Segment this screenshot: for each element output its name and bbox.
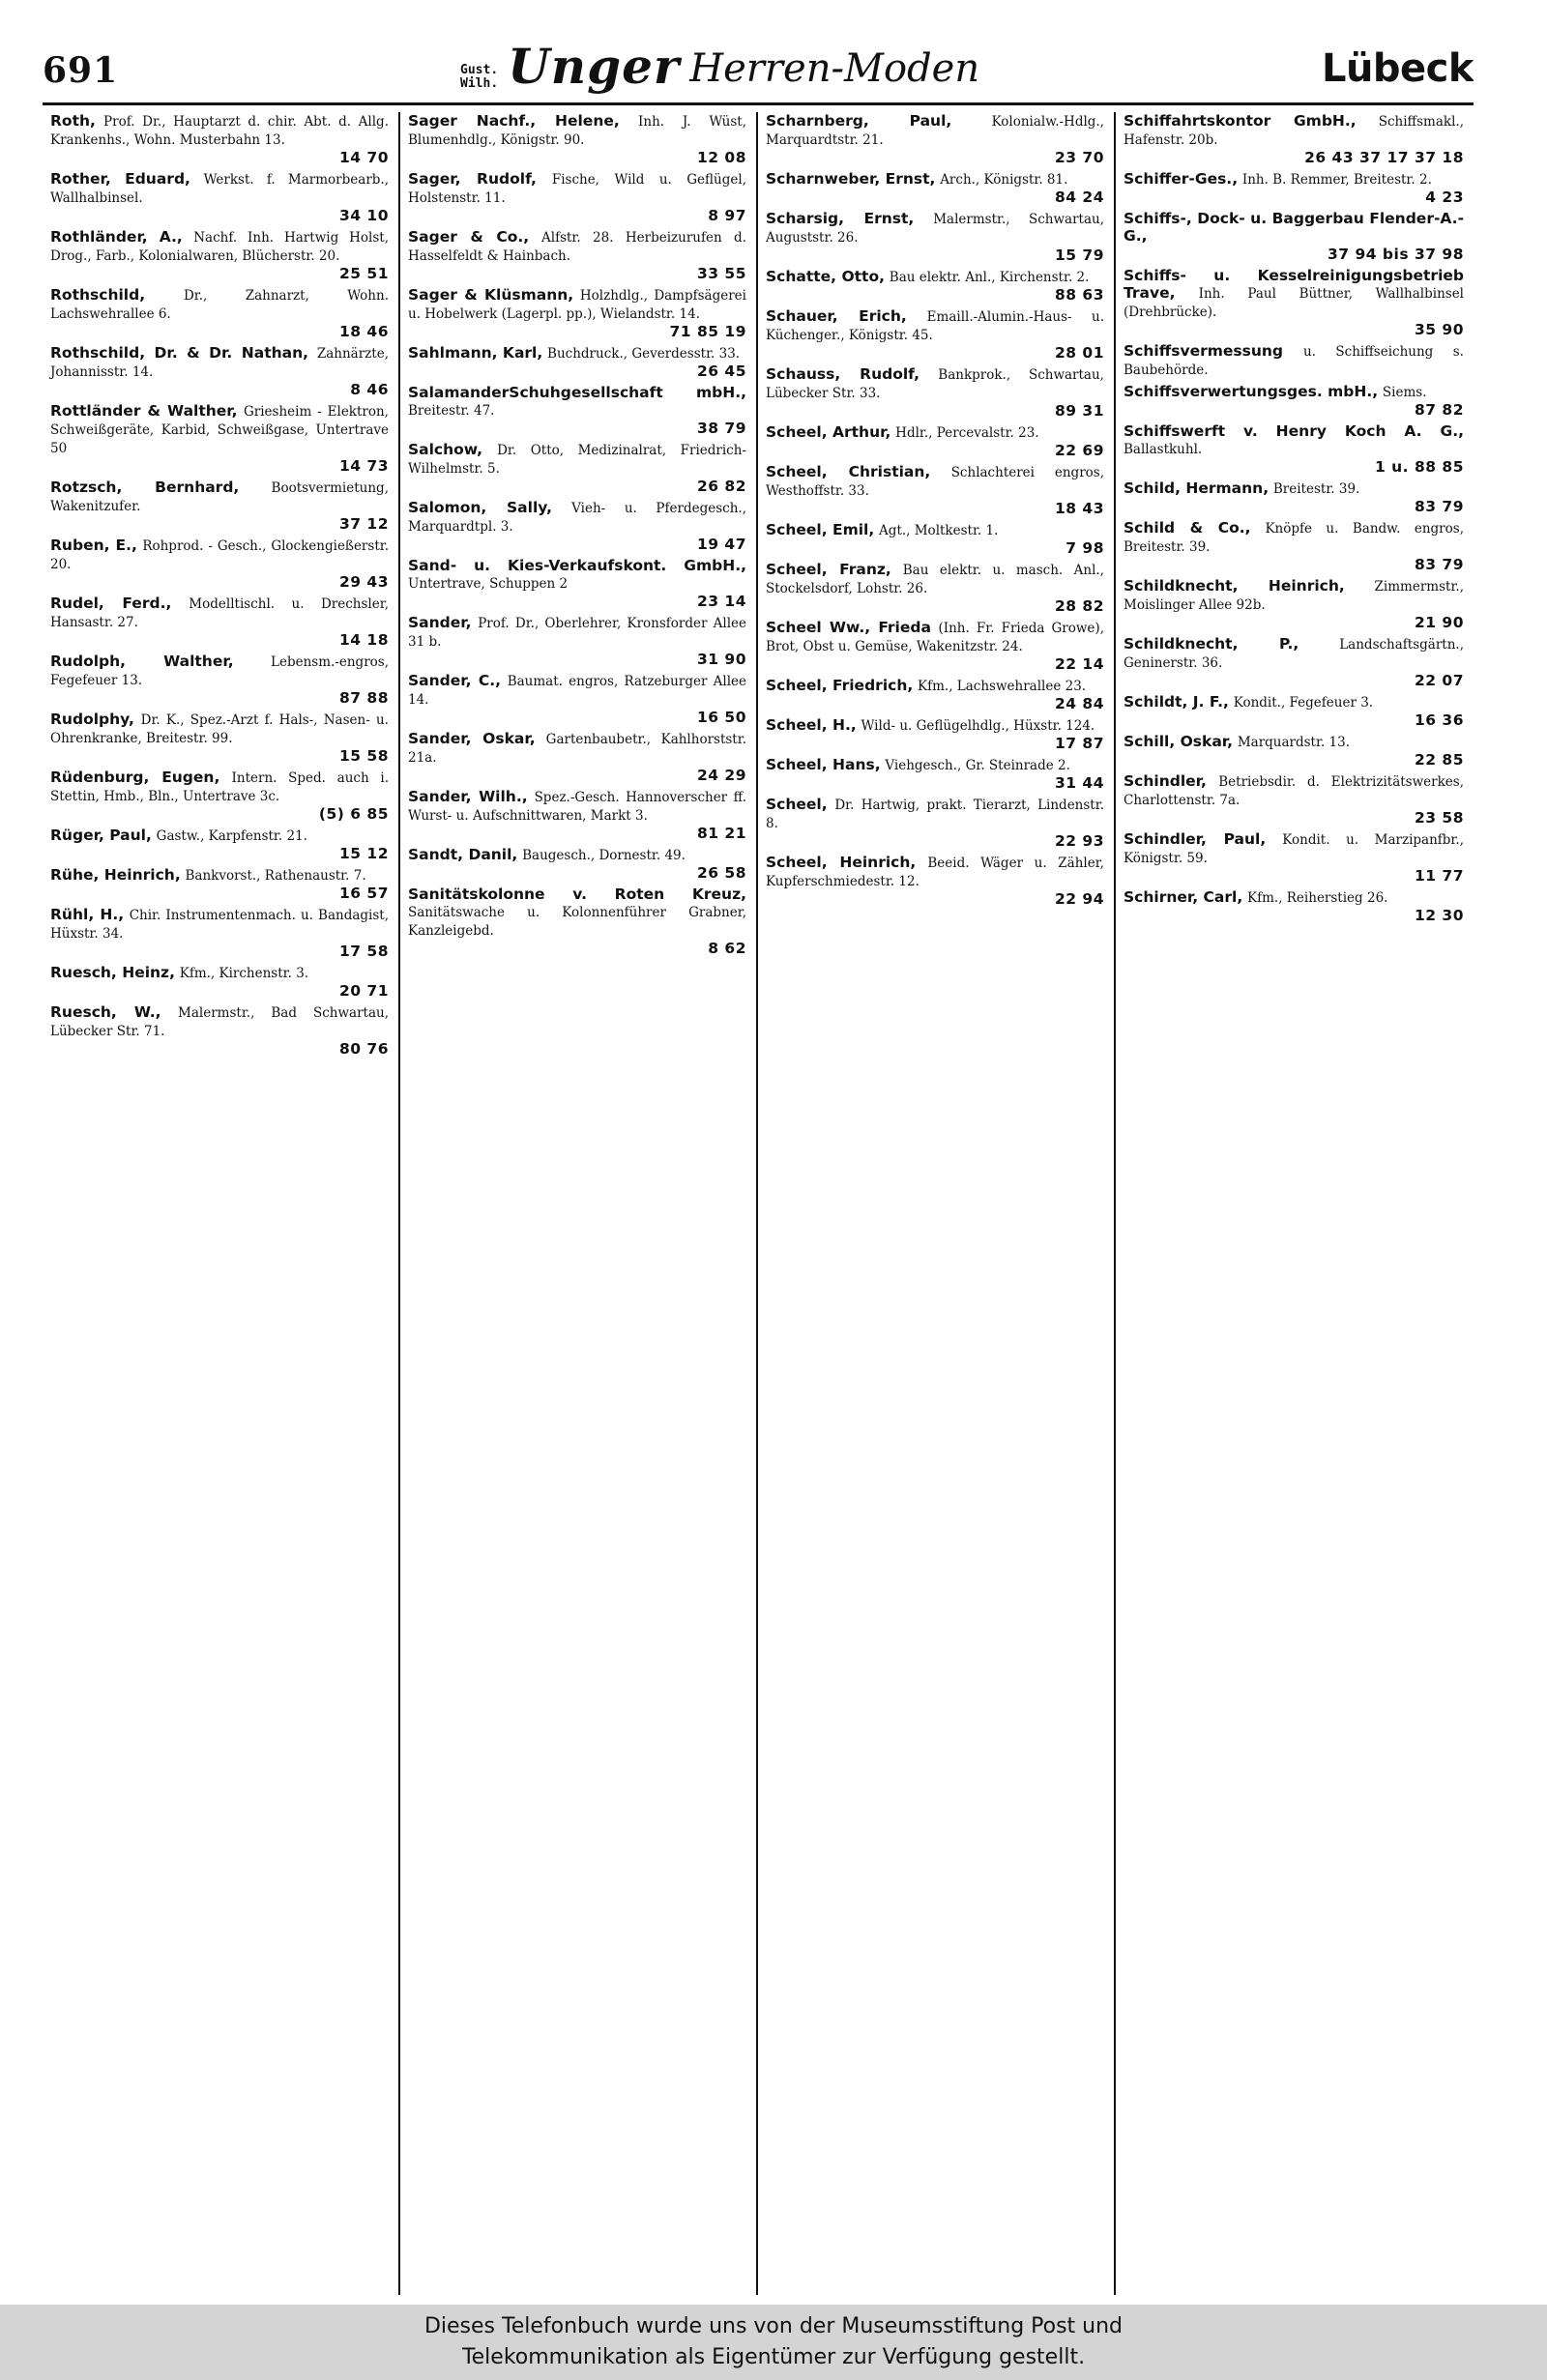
entry-detail: (Inh. Fr. Frieda Growe), Brot, Obst u. Gemüse, Wakenitzstr. 24.	[766, 621, 1104, 654]
entry-detail: Emaill.-Alumin.-Haus- u. Küchenger., Königstr. 45.	[766, 309, 1104, 343]
entry-detail: Bau elektr. Anl., Kirchenstr. 2.	[889, 270, 1090, 285]
directory-entry	[408, 557, 746, 610]
entry-phone-number: 23 70	[1054, 149, 1104, 166]
entry-phone-number: 26 43 37 17 37 18	[1304, 149, 1464, 166]
directory-entry	[50, 906, 389, 960]
entry-phone-number: 25 51	[338, 265, 389, 282]
entry-name: Sager & Klüsmann,	[408, 286, 574, 304]
entry-detail: Nachf. Inh. Hartwig Holst, Drog., Farb., Kolonialwaren, Blücherstr. 20.	[50, 230, 389, 264]
directory-column	[400, 112, 758, 2295]
entry-phone-number: 15 12	[338, 845, 389, 862]
page-header	[43, 35, 1474, 95]
directory-entry	[408, 614, 746, 668]
entry-detail: Inh. B. Remmer, Breitestr. 2.	[1241, 172, 1432, 188]
entry-detail: Intern. Sped. auch i. Stettin, Hmb., Bln., Untertrave 3c.	[50, 770, 389, 804]
entry-name: Ruesch, Heinz,	[50, 964, 175, 981]
directory-entry	[1124, 693, 1464, 729]
entry-name: Sandt, Danil,	[408, 846, 518, 863]
entry-phone-number: 20 71	[338, 982, 389, 1000]
entry-detail: Bau elektr. u. masch. Anl., Stockelsdorf, Lohstr. 26.	[766, 563, 1104, 596]
entry-detail: Chir. Instrumentenmach. u. Bandagist, Hüxstr. 34.	[50, 908, 389, 942]
phonebook-page	[43, 35, 1474, 2297]
entry-detail: Breitestr. 47.	[408, 403, 495, 419]
directory-entry	[408, 112, 746, 166]
directory-entry	[50, 286, 389, 340]
entry-name: Sander, Oskar,	[408, 730, 536, 747]
entry-phone-number: 12 08	[696, 149, 746, 166]
entry-detail: Malermstr., Bad Schwartau, Lübecker Str. 71.	[50, 1005, 389, 1039]
entry-phone-number: 8 97	[708, 207, 746, 224]
directory-entry	[408, 441, 746, 495]
entry-phone-number: 89 31	[1054, 402, 1104, 420]
entry-phone-number: 14 18	[338, 631, 389, 649]
entry-name: Sager, Rudolf,	[408, 170, 537, 188]
entry-detail: Arch., Königstr. 81.	[940, 172, 1068, 188]
directory-entry	[408, 788, 746, 842]
directory-column	[758, 112, 1116, 2295]
directory-entry	[50, 344, 389, 398]
directory-entry	[50, 964, 389, 1000]
directory-entry	[766, 307, 1104, 362]
entry-name: Rothländer, A.,	[50, 228, 183, 246]
entry-name: Rudolph, Walther,	[50, 653, 234, 670]
entry-name: Rudolphy,	[50, 711, 134, 728]
entry-detail: Alfstr. 28. Herbeizurufen d. Hasselfeldt & Hainbach.	[408, 230, 746, 264]
entry-phone-number: 14 73	[338, 457, 389, 475]
entry-detail: Dr. K., Spez.-Arzt f. Hals-, Nasen- u. Ohrenkranke, Breitestr. 99.	[50, 712, 389, 746]
entry-phone-number: 8 62	[708, 940, 746, 957]
entry-phone-number: 81 21	[696, 825, 746, 842]
footer-line-2: Telekommunikation als Eigentümer zur Verfügung gestellt.	[461, 2345, 1086, 2369]
directory-entry	[1124, 170, 1464, 206]
directory-entry	[50, 537, 389, 591]
entry-detail: Bankvorst., Rathenaustr. 7.	[185, 868, 366, 884]
entry-detail: Kfm., Kirchenstr. 3.	[179, 966, 309, 981]
directory-entry	[1124, 422, 1464, 476]
entry-detail: Wild- u. Geflügelhdlg., Hüxstr. 124.	[861, 718, 1095, 734]
entry-name: Rudel, Ferd.,	[50, 595, 172, 612]
directory-entry	[766, 756, 1104, 792]
entry-detail: Griesheim - Elektron, Schweißgeräte, Karbid, Schweißgase, Untertrave 50	[50, 404, 389, 456]
header-divider	[43, 102, 1474, 105]
entry-phone-number: 24 29	[696, 767, 746, 784]
entry-phone-number: 17 87	[1054, 735, 1104, 752]
entry-name: Rühe, Heinrich,	[50, 866, 181, 884]
directory-entry	[50, 170, 389, 224]
directory-entry	[766, 854, 1104, 908]
directory-entry	[50, 769, 389, 823]
entry-phone-number: 37 94 bis 37 98	[1328, 246, 1464, 263]
entry-detail: u. Schiffseichung s. Baubehörde.	[1124, 344, 1464, 378]
entry-detail: Lebensm.-engros, Fegefeuer 13.	[50, 654, 389, 688]
entry-phone-number: (5) 6 85	[318, 805, 389, 823]
entry-phone-number: 16 36	[1414, 711, 1464, 729]
entry-detail: Zahnärzte, Johannisstr. 14.	[50, 346, 389, 380]
entry-phone-number: 31 44	[1054, 774, 1104, 792]
entry-phone-number: 71 85 19	[669, 323, 746, 340]
entry-name: Rothschild, Dr. & Dr. Nathan,	[50, 344, 309, 362]
entry-phone-number: 80 76	[338, 1040, 389, 1058]
banner-subtitle: Herren-Moden	[689, 46, 980, 91]
directory-entry	[408, 672, 746, 726]
entry-detail: Kolonialw.-Hdlg., Marquardtstr. 21.	[766, 114, 1104, 148]
entry-name: Scheel, Arthur,	[766, 423, 891, 441]
entry-phone-number: 16 50	[696, 709, 746, 726]
directory-entry	[50, 479, 389, 533]
entry-detail: Malermstr., Schwartau, Auguststr. 26.	[766, 212, 1104, 246]
entry-phone-number: 11 77	[1414, 867, 1464, 885]
entry-phone-number: 83 79	[1414, 498, 1464, 515]
advertisement-banner	[460, 38, 980, 95]
entry-detail: Dr. Otto, Medizinalrat, Friedrich-Wilhelmstr. 5.	[408, 443, 746, 477]
entry-phone-number: 23 14	[696, 593, 746, 610]
entry-phone-number: 84 24	[1054, 189, 1104, 206]
directory-entry	[408, 885, 746, 957]
entry-phone-number: 7 98	[1065, 539, 1104, 557]
entry-name: Scheel Ww., Frieda	[766, 619, 931, 636]
directory-entry	[766, 268, 1104, 304]
entry-phone-number: 16 57	[338, 885, 389, 902]
directory-entry	[1124, 342, 1464, 379]
entry-detail: Prof. Dr., Oberlehrer, Kronsforder Allee 31 b.	[408, 616, 746, 650]
entry-detail: Ballastkuhl.	[1124, 442, 1203, 457]
entry-name: Scheel,	[766, 796, 828, 813]
entry-phone-number: 1 u. 88 85	[1374, 458, 1464, 476]
entry-phone-number: 21 90	[1414, 614, 1464, 631]
entry-phone-number: 35 90	[1414, 321, 1464, 338]
entry-detail: Gastw., Karpfenstr. 21.	[156, 828, 307, 844]
entry-name: Rüger, Paul,	[50, 827, 152, 844]
entry-phone-number: 22 07	[1414, 672, 1464, 689]
entry-name: Schiffsvermessung	[1124, 342, 1284, 360]
city-name: Lübeck	[1321, 46, 1474, 91]
entry-name: Rüdenburg, Eugen,	[50, 769, 220, 786]
directory-entry	[50, 653, 389, 707]
banner-small-top: Gust.	[460, 63, 499, 77]
entry-name: Rühl, H.,	[50, 906, 125, 923]
entry-name: Scheel, Friedrich,	[766, 677, 914, 694]
entry-detail: Kondit. u. Marzipanfbr., Königstr. 59.	[1124, 832, 1464, 866]
entry-phone-number: 28 01	[1054, 344, 1104, 362]
directory-entry	[408, 170, 746, 224]
banner-initials	[460, 64, 498, 91]
entry-detail: Hdlr., Percevalstr. 23.	[895, 425, 1039, 441]
directory-columns	[43, 112, 1474, 2295]
entry-detail: Kfm., Lachswehrallee 23.	[918, 679, 1087, 694]
entry-name: Scharnberg, Paul,	[766, 112, 952, 130]
page-number: 691	[43, 50, 119, 91]
directory-entry	[766, 423, 1104, 459]
entry-phone-number: 83 79	[1414, 556, 1464, 573]
directory-column	[43, 112, 400, 2295]
entry-detail: Inh. Paul Büttner, Wallhalbinsel (Drehbrücke).	[1124, 286, 1464, 320]
directory-entry	[50, 112, 389, 166]
entry-phone-number: 87 88	[338, 689, 389, 707]
directory-entry	[50, 402, 389, 475]
entry-detail: Holzhdlg., Dampfsägerei u. Hobelwerk (Lagerpl. pp.), Wielandstr. 14.	[408, 288, 746, 322]
banner-brand: Unger	[508, 38, 681, 95]
entry-detail: Rohprod. - Gesch., Glockengießerstr. 20.	[50, 538, 390, 572]
directory-entry	[766, 677, 1104, 712]
entry-phone-number: 34 10	[338, 207, 389, 224]
entry-name: Schildknecht, P.,	[1124, 635, 1299, 653]
entry-name: Sager Nachf., Helene,	[408, 112, 620, 130]
entry-detail: Knöpfe u. Bandw. engros, Breitestr. 39.	[1124, 521, 1464, 555]
entry-name: Schiffswerft v. Henry Koch A. G.,	[1124, 422, 1464, 440]
directory-entry	[1124, 577, 1464, 631]
entry-phone-number: 19 47	[696, 536, 746, 553]
entry-detail: Beeid. Wäger u. Zähler, Kupferschmiedestr. 12.	[766, 856, 1104, 889]
entry-name: Ruesch, W.,	[50, 1003, 161, 1021]
entry-name: Salchow,	[408, 441, 483, 458]
entry-name: Schild, Hermann,	[1124, 479, 1270, 497]
entry-name: Scheel, H.,	[766, 716, 857, 734]
entry-name: Rother, Eduard,	[50, 170, 190, 188]
entry-detail: Werkst. f. Marmorbearb., Wallhalbinsel.	[50, 172, 389, 206]
directory-entry	[408, 499, 746, 553]
directory-column	[1116, 112, 1474, 2295]
entry-name: Schiffahrtskontor GmbH.,	[1124, 112, 1357, 130]
entry-name: Sander, C.,	[408, 672, 501, 689]
entry-phone-number: 37 12	[338, 515, 389, 533]
entry-detail: Agt., Moltkestr. 1.	[879, 523, 999, 538]
entry-phone-number: 87 82	[1414, 401, 1464, 419]
entry-name: Schill, Oskar,	[1124, 733, 1234, 750]
entry-phone-number: 12 30	[1414, 907, 1464, 924]
directory-entry	[50, 711, 389, 765]
entry-name: Scheel, Hans,	[766, 756, 881, 773]
directory-entry	[766, 521, 1104, 557]
entry-phone-number: 31 90	[696, 651, 746, 668]
entry-phone-number: 24 84	[1054, 695, 1104, 712]
entry-name: Schauss, Rudolf,	[766, 365, 919, 383]
entry-detail: Fische, Wild u. Geflügel, Holstenstr. 11.	[408, 172, 746, 206]
entry-phone-number: 22 14	[1054, 655, 1104, 673]
entry-name: Rottländer & Walther,	[50, 402, 238, 420]
entry-name: Schild & Co.,	[1124, 519, 1251, 537]
entry-name: Ruben, E.,	[50, 537, 137, 554]
directory-entry	[766, 210, 1104, 264]
directory-entry	[766, 716, 1104, 752]
directory-entry	[766, 112, 1104, 166]
directory-entry	[50, 866, 389, 902]
directory-entry	[50, 595, 389, 649]
footer-note	[0, 2305, 1547, 2380]
directory-entry	[1124, 519, 1464, 573]
entry-phone-number: 22 85	[1414, 751, 1464, 769]
directory-entry	[1124, 267, 1464, 338]
directory-entry	[1124, 772, 1464, 827]
footer-line-1: Dieses Telefonbuch wurde uns von der Museumsstiftung Post und	[423, 2314, 1124, 2338]
entry-detail: Zimmermstr., Moislinger Allee 92b.	[1124, 579, 1464, 613]
entry-phone-number: 17 58	[338, 943, 389, 960]
entry-detail: Inh. J. Wüst, Blumenhdlg., Königstr. 90.	[408, 114, 746, 148]
directory-entry	[50, 228, 389, 282]
entry-phone-number: 26 58	[696, 864, 746, 882]
entry-detail: Baumat. engros, Ratzeburger Allee 14.	[408, 674, 746, 708]
entry-phone-number: 26 45	[696, 363, 746, 380]
entry-detail: Dr., Zahnarzt, Wohn. Lachswehrallee 6.	[50, 288, 389, 322]
entry-name: Schiffer-Ges.,	[1124, 170, 1239, 188]
entry-name: Schiffs- u. Kesselreinigungsbetrieb Trave,	[1124, 267, 1464, 302]
entry-phone-number: 29 43	[338, 573, 389, 591]
entry-detail: Landschaftsgärtn., Geninerstr. 36.	[1124, 637, 1464, 671]
entry-name: Schiffsverwertungsges. mbH.,	[1124, 383, 1379, 400]
entry-phone-number: 26 82	[696, 478, 746, 495]
entry-name: Sager & Co.,	[408, 228, 530, 246]
entry-detail: Marquardstr. 13.	[1237, 735, 1351, 750]
directory-entry	[1124, 635, 1464, 689]
entry-name: Rotzsch, Bernhard,	[50, 479, 240, 496]
entry-detail: Schiffsmakl., Hafenstr. 20b.	[1124, 114, 1464, 148]
directory-entry	[408, 730, 746, 784]
directory-entry	[408, 286, 746, 340]
entry-name: Sander,	[408, 614, 472, 631]
directory-entry	[408, 384, 746, 437]
entry-detail: Kondit., Fegefeuer 3.	[1233, 695, 1374, 711]
entry-name: Sanitätskolonne v. Roten Kreuz,	[408, 885, 746, 903]
entry-phone-number: 33 55	[696, 265, 746, 282]
entry-name: Schatte, Otto,	[766, 268, 885, 285]
entry-name: Sand- u. Kies-Verkaufskont. GmbH.,	[408, 557, 746, 574]
directory-entry	[1124, 733, 1464, 769]
entry-name: SalamanderSchuhgesellschaft mbH.,	[408, 384, 746, 401]
directory-entry	[1124, 112, 1464, 166]
entry-detail: Untertrave, Schuppen 2	[408, 576, 569, 592]
entry-phone-number: 28 82	[1054, 597, 1104, 615]
directory-entry	[1124, 383, 1464, 419]
entry-name: Schindler, Paul,	[1124, 830, 1267, 848]
entry-phone-number: 15 58	[338, 747, 389, 765]
entry-name: Scheel, Christian,	[766, 463, 931, 480]
entry-detail: Siems.	[1382, 385, 1427, 400]
entry-detail: Betriebsdir. d. Elektrizitätswerkes, Charlottenstr. 7a.	[1124, 774, 1464, 808]
entry-detail: Prof. Dr., Hauptarzt d. chir. Abt. d. Allg. Krankenhs., Wohn. Musterbahn 13.	[50, 114, 389, 148]
entry-detail: Kfm., Reiherstieg 26.	[1247, 890, 1388, 906]
entry-detail: Viehgesch., Gr. Steinrade 2.	[885, 758, 1070, 773]
entry-phone-number: 8 46	[350, 381, 389, 398]
entry-name: Schirner, Carl,	[1124, 888, 1243, 906]
directory-entry	[408, 344, 746, 380]
directory-entry	[766, 170, 1104, 206]
entry-detail: Buchdruck., Geverdesstr. 33.	[547, 346, 741, 362]
entry-phone-number: 22 94	[1054, 890, 1104, 908]
directory-entry	[408, 228, 746, 282]
entry-name: Scheel, Emil,	[766, 521, 875, 538]
entry-detail: Gartenbaubetr., Kahlhorststr. 21a.	[408, 732, 746, 766]
entry-detail: Bootsvermietung, Wakenitzufer.	[50, 480, 389, 514]
directory-entry	[766, 561, 1104, 615]
entry-name: Sander, Wilh.,	[408, 788, 528, 805]
directory-entry	[50, 1003, 389, 1058]
entry-phone-number: 18 46	[338, 323, 389, 340]
entry-detail: Vieh- u. Pferdegesch., Marquardtpl. 3.	[408, 501, 746, 535]
entry-detail: Schlachterei engros, Westhoffstr. 33.	[766, 465, 1104, 499]
directory-entry	[1124, 479, 1464, 515]
directory-entry	[766, 365, 1104, 420]
entry-detail: Modelltischl. u. Drechsler, Hansastr. 27.	[50, 596, 389, 630]
entry-detail: Baugesch., Dornestr. 49.	[522, 848, 686, 863]
entry-name: Rothschild,	[50, 286, 146, 304]
directory-entry	[50, 827, 389, 862]
entry-name: Sahlmann, Karl,	[408, 344, 543, 362]
entry-name: Schildknecht, Heinrich,	[1124, 577, 1345, 595]
entry-name: Schiffs-, Dock- u. Baggerbau Flender-A.-G.,	[1124, 210, 1464, 245]
directory-entry	[1124, 210, 1464, 263]
entry-detail: Sanitätswache u. Kolonnenführer Grabner, Kanzleigebd.	[408, 905, 746, 939]
entry-phone-number: 23 58	[1414, 809, 1464, 827]
directory-entry	[766, 796, 1104, 850]
directory-entry	[1124, 888, 1464, 924]
entry-name: Scheel, Franz,	[766, 561, 891, 578]
entry-detail: Bankprok., Schwartau, Lübecker Str. 33.	[766, 367, 1104, 401]
entry-name: Scheel, Heinrich,	[766, 854, 917, 871]
directory-entry	[766, 463, 1104, 517]
entry-name: Schauer, Erich,	[766, 307, 907, 325]
entry-phone-number: 38 79	[696, 420, 746, 437]
entry-phone-number: 88 63	[1054, 286, 1104, 304]
entry-name: Schindler,	[1124, 772, 1207, 790]
entry-phone-number: 18 43	[1054, 500, 1104, 517]
entry-phone-number: 4 23	[1425, 189, 1464, 206]
entry-phone-number: 22 69	[1054, 442, 1104, 459]
entry-name: Schildt, J. F.,	[1124, 693, 1229, 711]
entry-phone-number: 14 70	[338, 149, 389, 166]
directory-entry	[766, 619, 1104, 673]
entry-phone-number: 15 79	[1054, 247, 1104, 264]
entry-name: Scharsig, Ernst,	[766, 210, 915, 227]
directory-entry	[408, 846, 746, 882]
entry-name: Salomon, Sally,	[408, 499, 553, 516]
entry-detail: Spez.-Gesch. Hannoverscher ff. Wurst- u. Aufschnittwaren, Markt 3.	[408, 790, 746, 824]
entry-name: Scharnweber, Ernst,	[766, 170, 936, 188]
directory-entry	[1124, 830, 1464, 885]
entry-phone-number: 22 93	[1054, 832, 1104, 850]
entry-name: Roth,	[50, 112, 96, 130]
entry-detail: Dr. Hartwig, prakt. Tierarzt, Lindenstr. 8.	[766, 798, 1104, 831]
entry-detail: Breitestr. 39.	[1272, 481, 1360, 497]
banner-small-bottom: Wilh.	[460, 76, 499, 91]
